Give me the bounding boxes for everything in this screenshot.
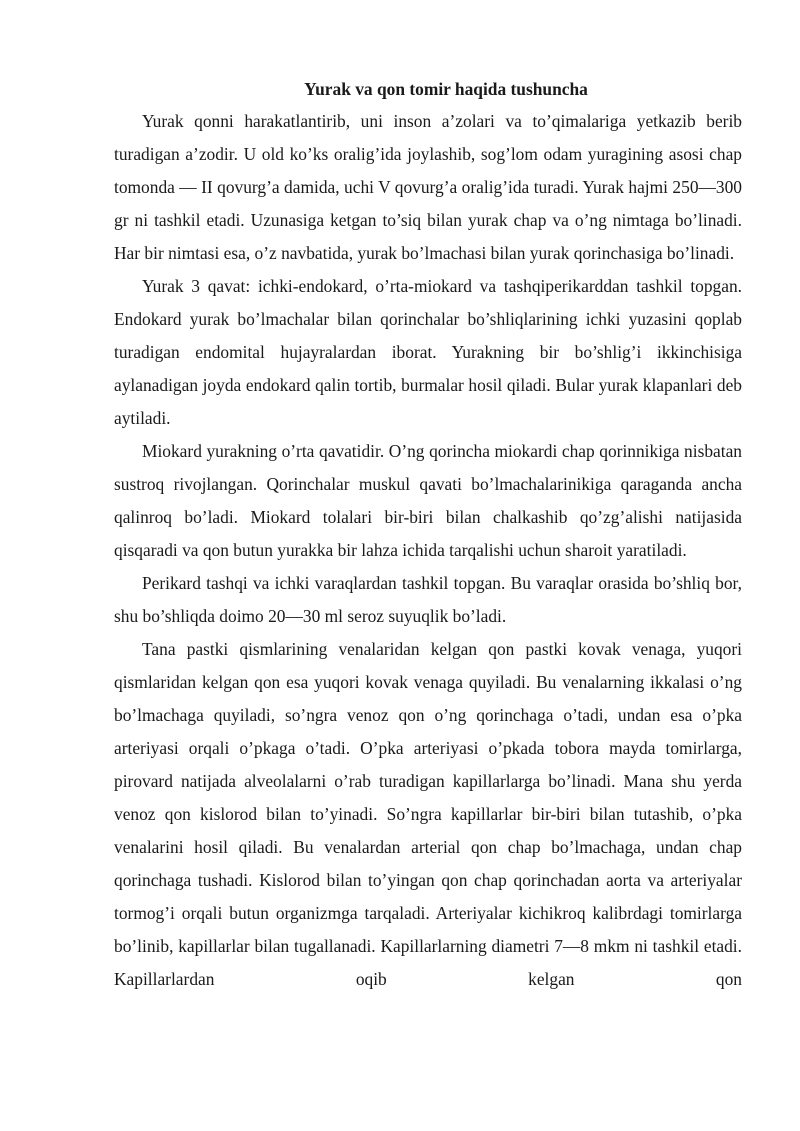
- paragraph-heart-layers: Yurak 3 qavat: ichki-endokard, o’rta-miokard va tashqiperikarddan tashkil topgan. Endokard yurak bo’lmachalar bilan qorinchalar bo’shliqlarining ichki yuzasini qoplab turadigan endomital hujayralardan iborat. Yurakning bir bo’shlig’i ikkinchisiga aylanadigan joyda endokard qalin tortib, burmalar hosil qiladi. Bular yurak klapanlari deb aytiladi.: [114, 276, 742, 428]
- document-title: Yurak va qon tomir haqida tushuncha: [304, 79, 588, 99]
- paragraph-blood-circulation: Tana pastki qismlarining venalaridan kelgan qon pastki kovak venaga, yuqori qismlaridan kelgan qon esa yuqori kovak venaga quyiladi. Bu venalarning ikkalasi o’ng bo’lmachaga quyiladi, so’ngra venoz qon o’ng qorinchaga o’tadi, undan esa o’pka arteriyasi orqali o’pkaga o’tadi. O’pka arteriyasi o’pkada tobora mayda tomirlarga, pirovard natijada alveolalarni o’rab turadigan kapillarlarga bo’linadi. Mana shu yerda venoz qon kislorod bilan to’yinadi. So’ngra kapillarlar bir-biri bilan tutashib, o’pka venalarini hosil qiladi. Bu venalardan arterial qon chap bo’lmachaga, undan chap qorinchaga tushadi. Kislorod bilan to’yingan qon chap qorinchadan aorta va arteriyalar tormog’i orqali butun organizmga tarqaladi. Arteriyalar kichikroq kalibrdagi tomirlarga bo’linib, kapillarlar bilan tugallanadi. Kapillarlarning diametri 7—8 mkm ni tashkil etadi. Kapillarlardan oqib kelgan qon: [114, 639, 742, 989]
- document-page: [114, 74, 742, 996]
- paragraph-heart-overview: Yurak qonni harakatlantirib, uni inson a’zolari va to’qimalariga yetkazib berib turadigan a’zodir. U old ko’ks oralig’ida joylashib, sog’lom odam yuragining asosi chap tomonda — II qovurg’a damida, uchi V qovurg’a oralig’ida turadi. Yurak hajmi 250—300 gr ni tashkil etadi. Uzunasiga ketgan to’siq bilan yurak chap va o’ng nimtaga bo’linadi. Har bir nimtasi esa, o’z navbatida, yurak bo’lmachasi bilan yurak qorinchasiga bo’linadi.: [114, 111, 742, 263]
- paragraph-myocardium: Miokard yurakning o’rta qavatidir. O’ng qorincha miokardi chap qorinnikiga nisbatan sustroq rivojlangan. Qorinchalar muskul qavati bo’lmachalarinikiga qaraganda ancha qalinroq bo’ladi. Miokard tolalari bir-biri bilan chalkashib qo’zg’alishi natijasida qisqaradi va qon butun yurakka bir lahza ichida tarqalishi uchun sharoit yaratiladi.: [114, 441, 742, 560]
- paragraph-pericardium: Perikard tashqi va ichki varaqlardan tashkil topgan. Bu varaqlar orasida bo’shliq bor, shu bo’shliqda doimo 20—30 ml seroz suyuqlik bo’ladi.: [114, 573, 742, 626]
